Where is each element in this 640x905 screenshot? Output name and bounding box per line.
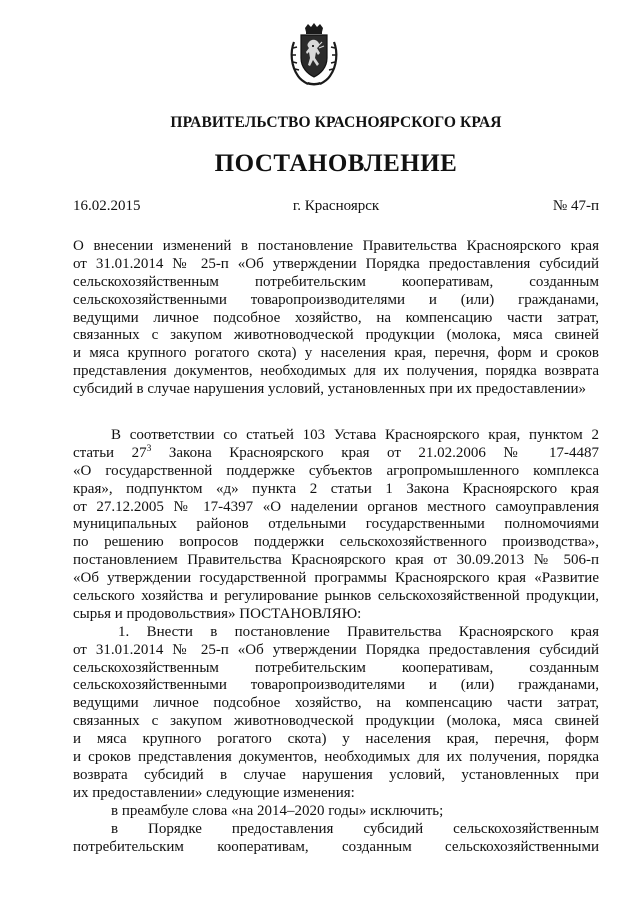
- preamble-line: В соответствии со статьей 103 Устава Красноярского края, пунктом 2: [111, 427, 599, 444]
- item-1-line: 1. Внести в постановление Правительства Красноярского края: [118, 623, 599, 640]
- document-city: г. Красноярск: [292, 198, 380, 214]
- preamble-paragraph: [73, 427, 599, 624]
- preamble-line-with-superscript: [73, 445, 599, 463]
- preamble-line: постановлением Правительства Красноярского края от 30.09.2013 № 506-п: [73, 552, 599, 569]
- preamble-line: «О государственной поддержке субъектов агропромышленного комплекса: [73, 462, 599, 479]
- item-1-paragraph: [73, 624, 599, 803]
- document-meta-row: [73, 198, 599, 218]
- coat-of-arms-image: [288, 22, 340, 88]
- paragraph-gap: [73, 399, 599, 427]
- item-1-line: и сроков представления документов, необходимых для их получения, порядка: [73, 749, 599, 766]
- subject-line: О внесении изменений в постановление Правительства Красноярского края: [73, 238, 599, 254]
- document-number: № 47-п: [552, 198, 599, 214]
- item-1-line: и мяса крупного рогатого скота) у населения края, перечня, форм: [73, 731, 599, 748]
- item-1-line: ведущими личное подсобное хозяйство, на компенсацию части затрат,: [73, 695, 599, 712]
- subject-line: ведущими личное подсобное хозяйство, на компенсацию части затрат,: [73, 309, 599, 326]
- change-item-continued: потребительским кооперативам, созданным сельскохозяйственными: [73, 838, 599, 855]
- subject-line: связанных с закупом животноводческой продукции (молока, мяса свиней: [73, 327, 599, 344]
- subject-line: сельскохозяйственным потребительским кооперативам, созданным: [73, 273, 599, 290]
- preamble-line: края», подпунктом «д» пункта 2 статьи 1 Закона Красноярского края: [73, 480, 599, 497]
- preamble-line: «Об утверждении государственной программы Красноярского края «Развитие: [73, 570, 599, 587]
- krasnoyarsk-coat-of-arms: [288, 22, 340, 88]
- preamble-text: статьи 27: [73, 444, 147, 461]
- preamble-line: по решению вопросов поддержки сельскохозяйственного производства»,: [73, 534, 599, 551]
- subject-line: представления документов, необходимых для их получения, порядка возврата: [73, 363, 599, 380]
- item-1-line: сельскохозяйственными товаропроизводителями и (или) гражданами,: [73, 677, 599, 694]
- item-1-line: их предоставлении» следующие изменения:: [73, 784, 355, 801]
- item-1-line: связанных с закупом животноводческой продукции (молока, мяса свиней: [73, 713, 599, 730]
- subject-line: субсидий в случае нарушения условий, установленных при их предоставлении»: [73, 381, 587, 398]
- change-item: в Порядке предоставления субсидий сельскохозяйственным: [111, 820, 599, 837]
- preamble-line: сырья и продовольствия» ПОСТАНОВЛЯЮ:: [73, 605, 362, 622]
- change-item: в преамбуле слова «на 2014–2020 годы» исключить;: [111, 802, 444, 819]
- subject-line: сельскохозяйственными товаропроизводителями и (или) гражданами,: [73, 291, 599, 308]
- item-1-line: от 31.01.2014 № 25-п «Об утверждении Порядка предоставления субсидий: [73, 641, 599, 658]
- issuing-authority: ПРАВИТЕЛЬСТВО КРАСНОЯРСКОГО КРАЯ: [170, 114, 502, 131]
- item-1-line: сельскохозяйственным потребительским кооперативам, созданным: [73, 659, 599, 676]
- preamble-line: сельского хозяйства и регулирование рынков сельскохозяйственной продукции,: [73, 588, 599, 605]
- subject-line: от 31.01.2014 № 25-п «Об утверждении Порядка предоставления субсидий: [73, 255, 599, 272]
- document-subject: [73, 238, 599, 399]
- preamble-line: от 27.12.2005 № 17-4397 «О наделении органов местного самоуправления: [73, 498, 599, 515]
- preamble-line: муниципальных районов отдельными государственными полномочиями: [73, 516, 599, 533]
- article-superscript: 3: [146, 443, 152, 454]
- changes-list: [73, 803, 599, 857]
- document-date: 16.02.2015: [73, 198, 141, 214]
- document-type-title: ПОСТАНОВЛЕНИЕ: [214, 150, 458, 177]
- document-text: [73, 238, 599, 856]
- item-1-line: возврата субсидий в случае нарушения условий, установленных при: [73, 766, 599, 783]
- subject-line: и мяса крупного рогатого скота) у населения края, перечня, форм и сроков: [73, 345, 599, 362]
- preamble-text: Закона Красноярского края от 21.02.2006 № 17-4487: [151, 444, 599, 461]
